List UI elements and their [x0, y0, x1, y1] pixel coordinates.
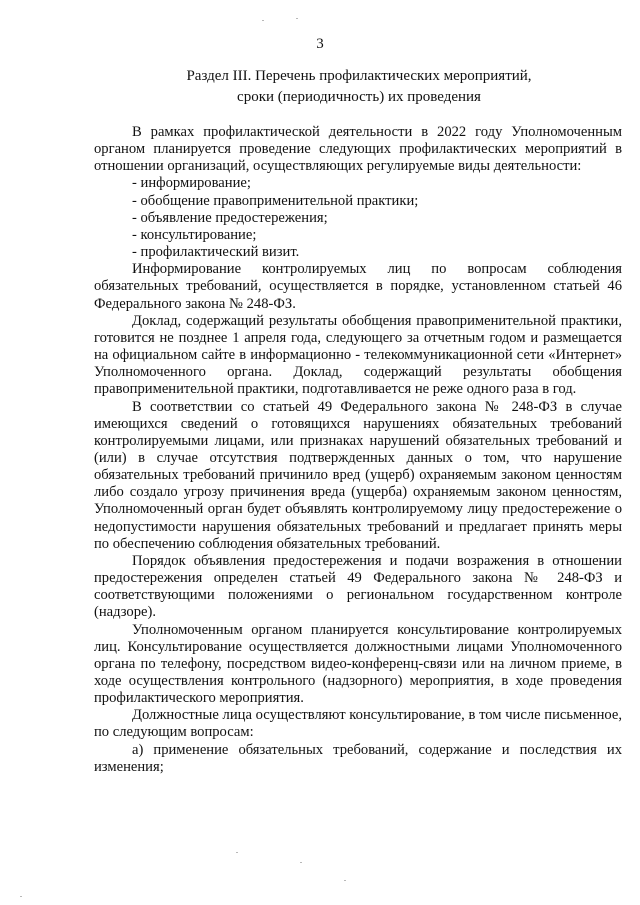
warning-paragraph: В соответствии со статьей 49 Федерального закона № 248-ФЗ в случае имеющихся сведений о готовящихся нарушениях обязательных требований контролируемыми лицами, или признаках нарушений обязательных требований и (или) в случае отсутствия подтвержденных данных о том, что нарушение обязательных требований причинило вред (ущерб) охраняемым законом ценностям либо создало угрозу причинения вреда (ущерба) охраняемым законом ценностям, Уполномоченный орган будет объявлять контролируемому лицу предостережение о недопустимости нарушения обязательных требований и предлагает принять меры по обеспечению соблюдения обязательных требований.: [94, 398, 622, 552]
consulting-paragraph: Уполномоченным органом планируется консультирование контролируемых лиц. Консультирование осуществляется должностными лицами Уполномоченного органа по телефону, посредством видео-конференц-связи или на личном приеме, в ходе осуществления контрольного (надзорного) мероприятия, в ходе проведения профилактического мероприятия.: [94, 621, 622, 707]
scan-speck: [344, 880, 346, 881]
measure-item-generalization: - обобщение правоприменительной практики;: [132, 192, 419, 209]
document-body: [94, 124, 622, 776]
scan-speck: [300, 862, 302, 863]
informing-paragraph: Информирование контролируемых лиц по вопросам соблюдения обязательных требований, осуществляется в порядке, установленном статьей 46 Федерального закона № 248-ФЗ.: [94, 261, 622, 312]
section-title-line-1: Раздел III. Перечень профилактических мероприятий,: [186, 68, 532, 84]
measure-item-consulting: - консультирование;: [132, 226, 257, 243]
scan-speck: [296, 18, 298, 19]
intro-paragraph: В рамках профилактической деятельности в 2022 году Уполномоченным органом планируется проведение следующих профилактических мероприятий в отношении организаций, осуществляющих регулируемые виды деятельности:: [94, 124, 622, 175]
section-title-line-2: сроки (периодичность) их проведения: [237, 89, 481, 105]
consulting-item-a: а) применение обязательных требований, содержание и последствия их изменения;: [94, 741, 622, 775]
measure-item-informing: - информирование;: [132, 175, 251, 192]
report-paragraph: Доклад, содержащий результаты обобщения правоприменительной практики, готовится не позднее 1 апреля года, следующего за отчетным годом и размещается на официальном сайте в информационно - телекоммуникационной сети «Интернет» Уполномоченного органа. Доклад, содержащий результаты обобщения правоприменительной практики, подготавливается не реже одного раза в год.: [94, 312, 622, 398]
scan-speck: [236, 852, 238, 853]
objection-paragraph: Порядок объявления предостережения и подачи возражения в отношении предостережения определен статьей 49 Федерального закона № 248-ФЗ и соответствующими положениями о региональном государственном контроле (надзоре).: [94, 552, 622, 621]
scan-speck: [262, 20, 264, 21]
officials-paragraph: Должностные лица осуществляют консультирование, в том числе письменное, по следующим вопросам:: [94, 707, 622, 741]
page-number: 3: [316, 36, 324, 52]
section-heading: [94, 66, 624, 108]
measure-item-visit: - профилактический визит.: [132, 244, 300, 261]
scan-speck: [20, 896, 22, 897]
measure-item-warning: - объявление предостережения;: [132, 209, 328, 226]
